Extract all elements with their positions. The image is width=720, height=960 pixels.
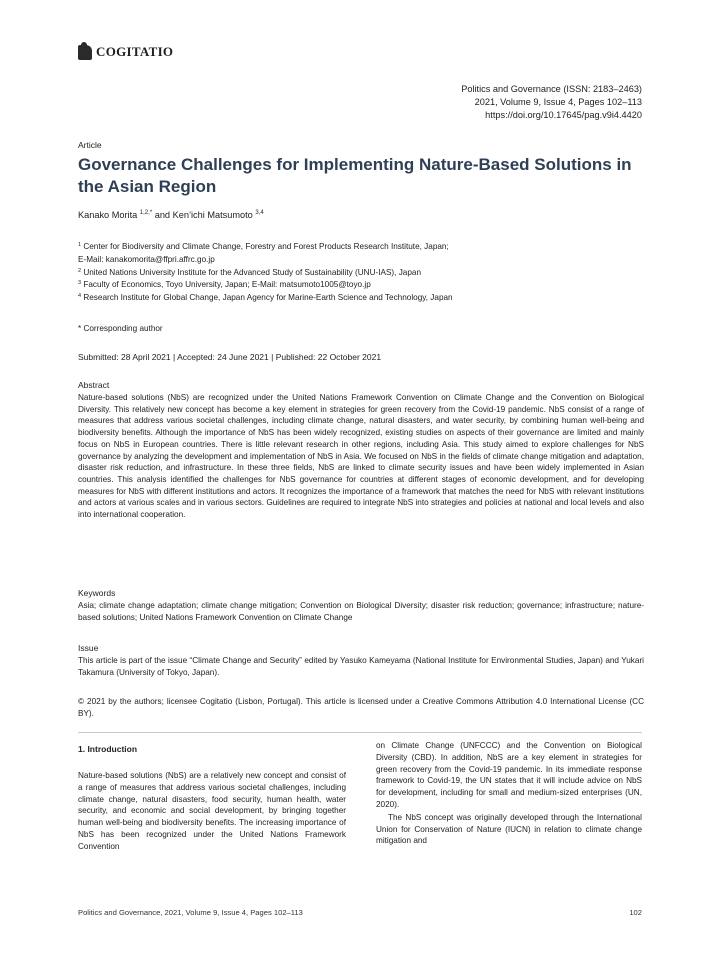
affiliation-item [78,291,658,304]
affiliation-text: Center for Biodiversity and Climate Change, Forestry and Forest Products Research Institute, Japan; [81,242,449,251]
issue-heading: Issue [78,643,99,653]
corresponding-marker: * [149,210,153,216]
license-section [78,696,644,719]
license-text: © 2021 by the authors; licensee Cogitatio (Lisbon, Portugal). This article is licensed under a Creative Commons Attribution 4.0 International License (CC BY). [78,697,644,718]
doi-link[interactable]: https://doi.org/10.17645/pag.v9i4.4420 [485,110,642,120]
affiliation-number: 2 [78,267,82,274]
body-column-left [78,744,346,853]
body-paragraph: on Climate Change (UNFCCC) and the Convention on Biological Diversity (CBD). In addition, NbS are a key element in strategies for green recovery from the Covid-19 pandemic. In its immediate response framework to Covid-19, the UN states that it will include advice on NbS for development, including for small and medium-sized enterprises (UN, 2020). [376,741,642,809]
body-column-right [376,740,642,847]
journal-name-issn: Politics and Governance (ISSN: 2183–2463) [461,84,642,94]
cogitatio-logo-icon [78,45,92,60]
abstract-section [78,380,644,521]
author-separator: and [152,210,173,220]
affiliation-number: 4 [78,293,82,300]
abstract-text: Nature-based solutions (NbS) are recognized under the United Nations Framework Convention on Climate Change and the Convention on Biological Diversity. This relatively new concept has become a key element in strategies for green recovery from the Covid-19 pandemic. NbS consist of a range of measures that address various societal challenges, including climate change, natural disasters, and water security, by combining human well-being and biodiversity benefits. Although the importance of NbS has been widely recognized, existing studies on aspects of their governance are limited and mainly focus on NbS in European countries. There is little relevant research in other regions, including Asia. This study aimed to explore challenges for NbS governance by analyzing the development and implementation of NbS in Asia. We focused on NbS in the fields of climate change mitigation and adaptation, disaster risk reduction, and infrastructure. In these three fields, NbS are linked to climate security issues and have been widely implemented in Asian countries. This analysis identified the challenges for NbS governance for countries at different stages of economic development, and for developing measures for NbS with different institutions and actors. It recognizes the importance of a framework that matches the need for NbS with relevant institutions and actors at various scales and in various sectors. Guidelines are required to integrate NbS into strategies and policies at national and local levels and also into international cooperation. [78,393,644,520]
affiliation-email[interactable]: E-Mail: kanakomorita@ffpri.affrc.go.jp [78,254,215,264]
affiliation-item [78,240,658,253]
author-1-affiliation-marks: 1,2, [139,210,150,216]
affiliation-item [78,278,658,291]
publisher-logo[interactable] [78,44,173,60]
section-divider [78,732,642,733]
affiliation-item [78,266,658,279]
corresponding-author-note: * Corresponding author [78,324,163,333]
issue-text: This article is part of the issue “Climate Change and Security” edited by Yasuko Kameyama (National Institute for Environmental Studies, Japan) and Yukari Takamura (University of Tokyo, Japan). [78,656,644,677]
publication-dates: Submitted: 28 April 2021 | Accepted: 24 June 2021 | Published: 22 October 2021 [78,352,382,362]
author-2-affiliation-marks: 3,4 [255,210,264,216]
body-paragraph: Nature-based solutions (NbS) are a relatively new concept and consist of a range of measures that address various societal challenges, including climate change, natural disasters, food security, human health, water security, and economic and social development, by bringing together human well-being and biodiversity benefits. The increasing importance of NbS has been recognized under the United Nations Framework Convention [78,771,346,851]
affiliation-text: Research Institute for Global Change, Japan Agency for Marine-Earth Science and Technology, Japan [81,293,453,303]
affiliation-text: Faculty of Economics, Toyo University, Japan; E-Mail: matsumoto1005@toyo.jp [81,280,371,290]
affiliation-item [78,253,658,266]
author-1-name[interactable]: Kanako Morita [78,210,140,220]
journal-volume-pages: 2021, Volume 9, Issue 4, Pages 102–113 [474,97,642,107]
affiliation-number: 1 [78,242,82,248]
running-footer: Politics and Governance, 2021, Volume 9, Issue 4, Pages 102–113 [78,908,303,917]
article-title: Governance Challenges for Implementing Nature-Based Solutions in the Asian Region [78,155,632,196]
introduction-heading: 1. Introduction [78,744,138,754]
keywords-text: Asia; climate change adaptation; climate change mitigation; Convention on Biological Diversity; disaster risk reduction; governance; infrastructure; nature-based solutions; United Nations Framework Convention on Climate Change [78,601,644,622]
affiliation-number: 3 [78,280,82,287]
logo-text: COGITATIO [96,44,174,59]
author-line [78,210,264,220]
journal-info [461,83,642,122]
page-number: 102 [629,908,642,917]
body-paragraph: The NbS concept was originally developed through the International Union for Conservation of Nature (IUCN) in relation to climate change mitigation and [376,812,642,846]
keywords-section [78,588,644,623]
issue-section [78,643,644,678]
abstract-heading: Abstract [78,380,110,390]
keywords-heading: Keywords [78,588,116,598]
affiliations-list [78,240,658,304]
article-type: Article [78,140,102,150]
author-2-name[interactable]: Ken’ichi Matsumoto [172,210,256,220]
affiliation-text: United Nations University Institute for the Advanced Study of Sustainability (UNU-IAS), Japan [81,267,422,277]
